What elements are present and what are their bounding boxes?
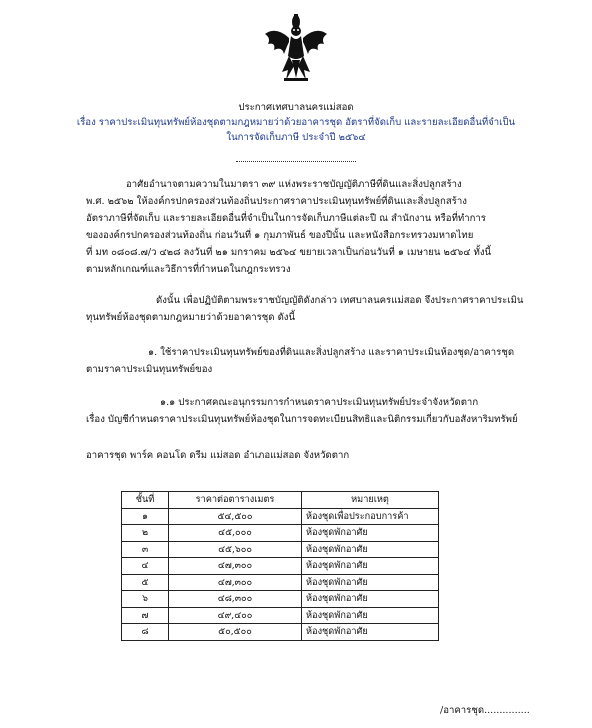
- price-cell: ๕๔,๕๐๐: [169, 508, 302, 525]
- table-row: [122, 624, 439, 641]
- subject-line-1: เรื่อง ราคาประเมินทุนทรัพย์ห้องชุดตามกฎหมายว่าด้วยอาคารชุด อัตราที่จัดเก็บ และรายละเอียดอื่นที่จำเป็น: [76, 117, 516, 128]
- paragraph-1-line-4: ขององค์กรปกครองส่วนท้องถิ่น ก่อนวันที่ ๑ กุมภาพันธ์ ของปีนั้น และหนังสือกระทรวงมหาดไทย: [86, 230, 474, 241]
- paragraph-1-line-2: พ.ศ. ๒๕๖๒ ให้องค์กรปกครองส่วนท้องถิ่นประกาศราคาประเมินทุนทรัพย์ที่ดินและสิ่งปลูกสร้าง: [86, 196, 467, 207]
- header-floor: ชั้นที่: [122, 492, 169, 509]
- remark-cell: ห้องชุดพักอาศัย: [302, 574, 439, 591]
- price-cell: ๔๗,๓๐๐: [169, 574, 302, 591]
- floor-cell: ๗: [122, 607, 169, 624]
- remark-cell: ห้องชุดพักอาศัย: [302, 558, 439, 575]
- paragraph-4-line-3: อาคารชุด พาร์ค คอนโด ดรีม แม่สอด อำเภอแม่สอด จังหวัดตาก: [86, 450, 350, 461]
- paragraph-1-line-5: ที่ มท ๐๘๐๘.๗/ว ๔๒๘ ลงวันที่ ๒๑ มกราคม ๒๕๖๔ ขยายเวลาเป็นก่อนวันที่ ๑ เมษายน ๒๕๖๔ ทั้งนี้: [86, 247, 492, 258]
- remark-cell: ห้องชุดพักอาศัย: [302, 591, 439, 608]
- subject-line-2: ในการจัดเก็บภาษี ประจำปี ๒๕๖๔: [226, 132, 366, 143]
- title-divider: [236, 161, 356, 162]
- agency-title: ประกาศเทศบาลนครแม่สอด: [238, 102, 354, 113]
- floor-cell: ๘: [122, 624, 169, 641]
- paragraph-3-line-1: ๑. ใช้ราคาประเมินทุนทรัพย์ของที่ดินและสิ่งปลูกสร้าง และราคาประเมินห้องชุด/อาคารชุด: [148, 347, 515, 358]
- garuda-emblem-icon: [262, 12, 330, 84]
- table-row: [122, 558, 439, 575]
- continued-marker: /อาคารชุด...............: [440, 705, 530, 716]
- paragraph-3-line-2: ตามราคาประเมินทุนทรัพย์ของ: [86, 364, 213, 375]
- table-row: [122, 574, 439, 591]
- price-cell: ๔๕,๐๐๐: [169, 525, 302, 542]
- table-row: [122, 591, 439, 608]
- table-row: [122, 607, 439, 624]
- paragraph-1-line-6: ตามหลักเกณฑ์และวิธีการที่กำหนดในกฎกระทรวง: [86, 264, 291, 275]
- remark-cell: ห้องชุดพักอาศัย: [302, 541, 439, 558]
- paragraph-4-line-2: เรื่อง บัญชีกำหนดราคาประเมินทุนทรัพย์ห้องชุดในการจดทะเบียนสิทธิและนิติกรรมเกี่ยวกับอสังหาริมทรัพย์: [86, 414, 518, 425]
- price-table: [121, 491, 439, 641]
- header-remark: หมายเหตุ: [302, 492, 439, 509]
- paragraph-1-line-1: อาศัยอำนาจตามความในมาตรา ๓๙ แห่งพระราชบัญญัติภาษีที่ดินและสิ่งปลูกสร้าง: [126, 179, 462, 190]
- table-row: [122, 541, 439, 558]
- price-cell: ๔๗,๓๐๐: [169, 558, 302, 575]
- price-cell: ๕๐,๕๐๐: [169, 624, 302, 641]
- price-cell: ๔๙,๔๐๐: [169, 607, 302, 624]
- floor-cell: ๔: [122, 558, 169, 575]
- floor-cell: ๒: [122, 525, 169, 542]
- paragraph-2-line-1: ดังนั้น เพื่อปฏิบัติตามพระราชบัญญัติดังกล่าว เทศบาลนครแม่สอด จึงประกาศราคาประเมิน: [156, 295, 524, 306]
- remark-cell: ห้องชุดพักอาศัย: [302, 525, 439, 542]
- header-price: ราคาต่อตารางเมตร: [169, 492, 302, 509]
- paragraph-1-line-3: อัตราภาษีที่จัดเก็บ และรายละเอียดอื่นที่จำเป็นในการจัดเก็บภาษีแต่ละปี ณ สำนักงาน หรือที่ทำการ: [86, 213, 486, 224]
- remark-cell: ห้องชุดเพื่อประกอบการค้า: [302, 508, 439, 525]
- remark-cell: ห้องชุดพักอาศัย: [302, 607, 439, 624]
- floor-cell: ๖: [122, 591, 169, 608]
- floor-cell: ๑: [122, 508, 169, 525]
- price-cell: ๔๕,๖๐๐: [169, 541, 302, 558]
- table-header-row: [122, 492, 439, 509]
- price-cell: ๔๘,๓๐๐: [169, 591, 302, 608]
- floor-cell: ๓: [122, 541, 169, 558]
- table-row: [122, 508, 439, 525]
- paragraph-4-line-1: ๑.๑ ประกาศคณะอนุกรรมการกำหนดราคาประเมินทุนทรัพย์ประจำจังหวัดตาก: [160, 397, 479, 408]
- remark-cell: ห้องชุดพักอาศัย: [302, 624, 439, 641]
- paragraph-2-line-2: ทุนทรัพย์ห้องชุดตามกฎหมายว่าด้วยอาคารชุด ดังนี้: [86, 312, 296, 323]
- table-row: [122, 525, 439, 542]
- floor-cell: ๕: [122, 574, 169, 591]
